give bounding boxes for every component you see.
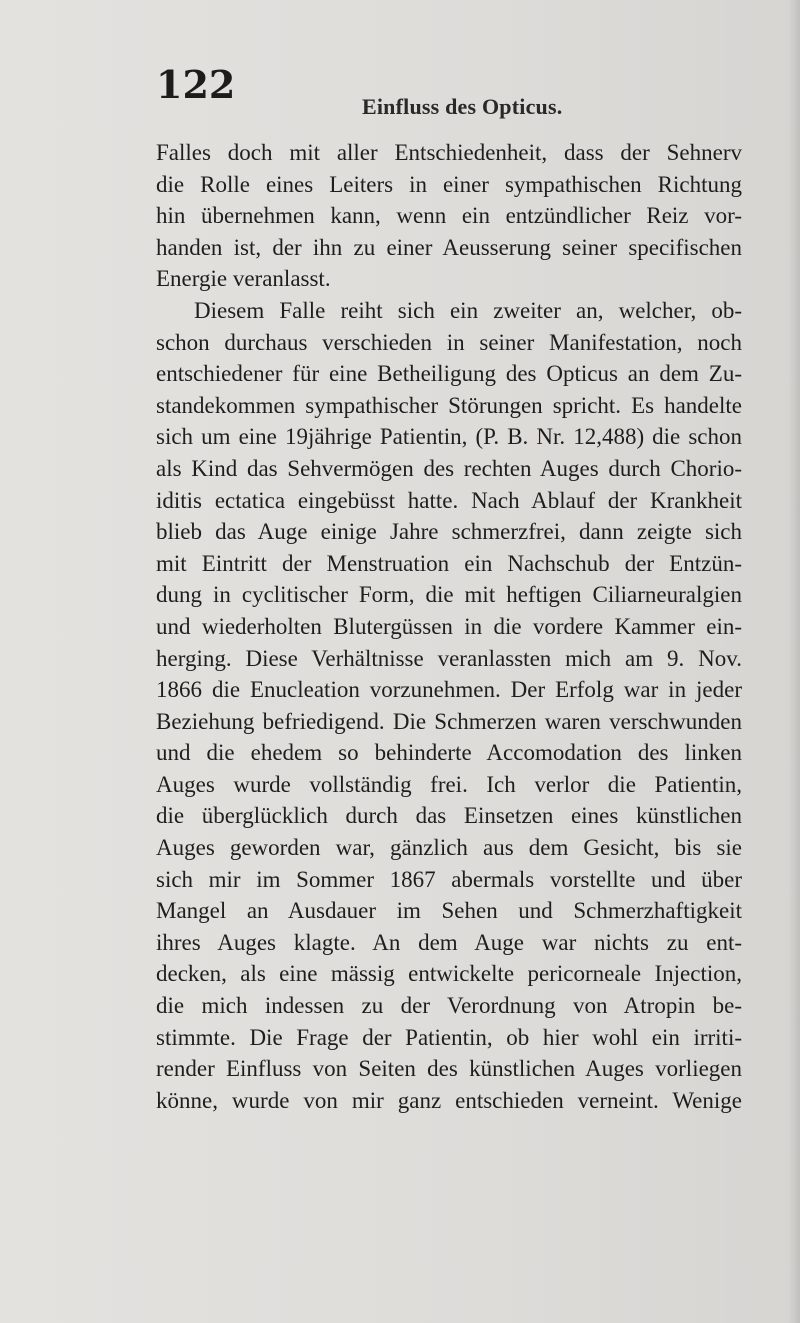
- text-line: 1866 die Enucleation vorzunehmen. Der Erfolg war in jeder: [156, 677, 742, 703]
- text-line: schon durchaus verschieden in seiner Manifestation, noch: [156, 329, 742, 355]
- text-line: handen ist, der ihn zu einer Aeusserung seiner specifischen: [156, 234, 742, 260]
- text-line: hin übernehmen kann, wenn ein entzündlicher Reiz vor-: [156, 203, 742, 229]
- text-line: Energie veranlasst.: [156, 266, 331, 292]
- text-line: könne, wurde von mir ganz entschieden verneint. Wenige: [156, 1087, 742, 1113]
- text-line: Falles doch mit aller Entschiedenheit, dass der Sehnerv: [156, 140, 742, 165]
- text-line: Auges wurde vollständig frei. Ich verlor die Patientin,: [156, 771, 742, 797]
- text-line: render Einfluss von Seiten des künstlichen Auges vorliegen: [156, 1056, 742, 1082]
- text-line: die Rolle eines Leiters in einer sympathischen Richtung: [156, 171, 742, 197]
- text-line: sich um eine 19jährige Patientin, (P. B. Nr. 12,488) die schon: [156, 424, 742, 450]
- text-line: die mich indessen zu der Verordnung von Atropin be-: [156, 993, 742, 1019]
- running-head: Einfluss des Opticus.: [362, 94, 563, 119]
- text-line: Mangel an Ausdauer im Sehen und Schmerzhaftigkeit: [156, 898, 742, 924]
- text-line: als Kind das Sehvermögen des rechten Auges durch Chorio-: [156, 455, 742, 481]
- text-line: herging. Diese Verhältnisse veranlassten mich am 9. Nov.: [156, 645, 742, 671]
- text-line: iditis ectatica eingebüsst hatte. Nach Ablauf der Krankheit: [156, 487, 742, 513]
- text-line: standekommen sympathischer Störungen spricht. Es handelte: [156, 392, 742, 418]
- text-line: die überglücklich durch das Einsetzen eines künstlichen: [156, 803, 742, 829]
- text-line: Beziehung befriedigend. Die Schmerzen waren verschwunden: [156, 708, 742, 734]
- text-line: decken, als eine mässig entwickelte pericorneale Injection,: [156, 961, 742, 987]
- text-line: mit Eintritt der Menstruation ein Nachschub der Entzün-: [156, 550, 742, 576]
- text-line: sich mir im Sommer 1867 abermals vorstellte und über: [156, 866, 742, 892]
- page-number: 122: [156, 62, 236, 107]
- text-line: dung in cyclitischer Form, die mit heftigen Ciliarneuralgien: [156, 582, 742, 608]
- text-line: Auges geworden war, gänzlich aus dem Gesicht, bis sie: [156, 835, 742, 861]
- text-line: und wiederholten Blutergüssen in die vordere Kammer ein-: [156, 613, 742, 639]
- text-line: und die ehedem so behinderte Accomodation des linken: [156, 740, 742, 766]
- text-line: Diesem Falle reiht sich ein zweiter an, welcher, ob-: [194, 297, 742, 323]
- body-text: [156, 137, 742, 1116]
- page-edge-shadow: [788, 0, 800, 1323]
- text-line: stimmte. Die Frage der Patientin, ob hier wohl ein irriti-: [156, 1024, 742, 1050]
- text-line: entschiedener für eine Betheiligung des Opticus an dem Zu-: [156, 361, 742, 387]
- text-line: ihres Auges klagte. An dem Auge war nichts zu ent-: [156, 929, 742, 955]
- text-line: blieb das Auge einige Jahre schmerzfrei, dann zeigte sich: [156, 519, 742, 545]
